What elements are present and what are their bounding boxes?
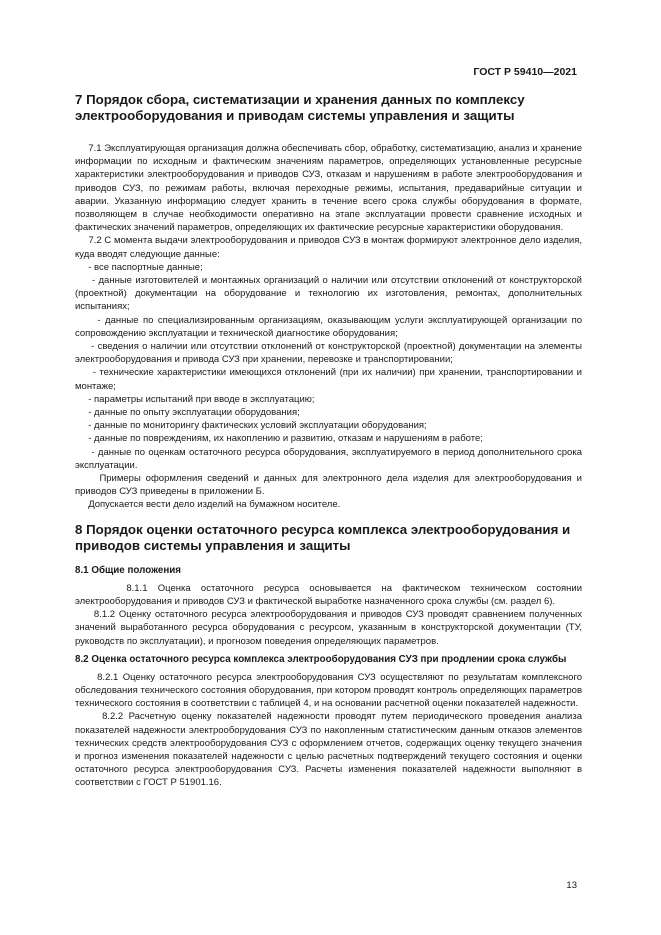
list-item: - данные по повреждениям, их накоплению и развитию, отказам и нарушениям в работе; [75,433,483,445]
paragraph: Допускается вести дело изделий на бумажном носителе. [75,499,341,511]
subsection-8-1-title: 8.1 Общие положения [75,564,182,576]
list-item: - данные по мониторингу фактических условий эксплуатации оборудования; [75,420,427,432]
list-item: - данные изготовителей и монтажных организаций о наличии или отсутствии отклонений от конструкторской (проектной) документации на оборудование и технологию их изготовления, ремонтах, дополнительных испытаниях; [75,275,582,313]
document-body [75,92,582,790]
paragraph: 8.2.1 Оценку остаточного ресурса электрооборудования СУЗ осуществляют по результатам комплексного обследования технического состояния оборудования, при котором проводят контроль определяющих параметров технического состояния в соответствии с таблицей 4, и на основании расчетной оценки показателей надежности. [75,671,582,710]
list-item: - данные по специализированным организациям, оказывающим услуги эксплуатирующей организации по сопровождению эксплуатации и технической диагностике оборудования; [75,314,582,339]
section-7-title: 7 Порядок сбора, систематизации и хранения данных по комплексу электрооборудования и приводам системы управления и защиты [75,92,525,123]
page-number: 13 [566,880,577,891]
paragraph: 7.2 С момента выдачи электрооборудования и приводов СУЗ в монтаж формируют электронное дело изделия, куда вводят следующие данные: [75,235,582,260]
list-item: - все паспортные данные; [75,261,203,273]
paragraph: 8.1.1 Оценка остаточного ресурса основывается на фактическом техническом состоянии электрооборудования и приводов СУЗ и фактической выработке назначенного срока службы (см. раздел 6). [75,582,582,607]
paragraph: 8.2.2 Расчетную оценку показателей надежности проводят путем периодического проведения анализа показателей надежности электрооборудования СУЗ по накопленным статистическим данным отказов элементов технических средств электрооборудования СУЗ с оформлением отчетов, содержащих оценку текущего значения и прогноз изменения показателей надежности с целью расчетных подтверждений текущего состояния и оценки остаточного ресурса электрооборудования СУЗ. Расчеты изменения показателей надежности выполняют в соответствии с ГОСТ Р 51901.16. [75,711,582,789]
section-8-title: 8 Порядок оценки остаточного ресурса комплекса электрооборудования и приводов системы управления и защиты [75,521,571,553]
list-item: - технические характеристики имеющихся отклонений (при их наличии) при хранении, транспортировании и монтаже; [75,367,582,392]
paragraph: Примеры оформления сведений и данных для электронного дела изделия для электрооборудования и приводов СУЗ приведены в приложении Б. [75,473,582,498]
paragraph: 7.1 Эксплуатирующая организация должна обеспечивать сбор, обработку, систематизацию, анализ и хранение информации по исходным и фактическим значениям параметров, определяющих установленные ресурсные характеристики электрооборудования и приводов СУЗ, отказам и нарушениям в работе электрооборудования и приводов СУЗ, по режимам работы, включая переходные режимы, испытания, предаварийные ситуации и аварии. Указанную информацию следует хранить в течение всего срока службы оборудования в формате, позволяющем в случае необходимости оперативно на этапе эксплуатации провести сравнение исходных и фактических значений параметров, определяющих их фактические ресурсные характеристики оборудования. [75,143,582,234]
list-item: - данные по оценкам остаточного ресурса оборудования, эксплуатируемого в период дополнительного срока эксплуатации. [75,446,582,471]
list-item: - параметры испытаний при вводе в эксплуатацию; [75,393,315,405]
standard-number: ГОСТ Р 59410—2021 [473,66,577,78]
list-item: - данные по опыту эксплуатации оборудования; [75,407,300,419]
paragraph: 8.1.2 Оценку остаточного ресурса электрооборудования и приводов СУЗ проводят сравнением полученных значений выработанного ресурса оборудования с ресурсом, указанным в конструкторской документации (ТУ, руководств по эксплуатации), и прогнозом поведения определяющих параметров. [75,609,582,647]
subsection-8-2-title: 8.2 Оценка остаточного ресурса комплекса электрооборудования СУЗ при продлении срока службы [75,653,567,665]
list-item: - сведения о наличии или отсутствии отклонений от конструкторской (проектной) документации на элементы электрооборудования и привода СУЗ при хранении, перевозке и транспортировании; [75,341,582,366]
